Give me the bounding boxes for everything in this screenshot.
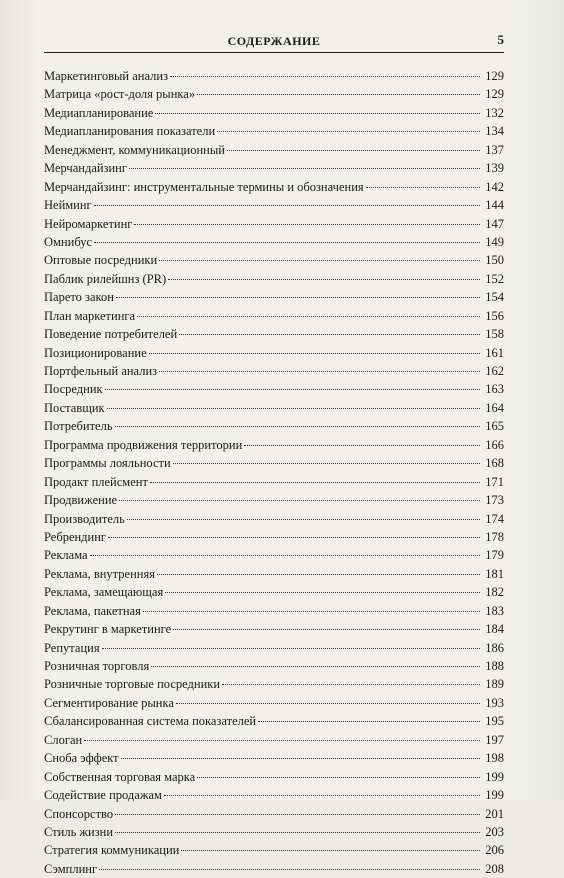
entry-title: Слоган [44, 732, 83, 747]
toc-entry [44, 178, 504, 196]
dot-leader [164, 794, 480, 796]
entry-page-number: 144 [485, 198, 504, 213]
entry-title: Сбалансированная система показателей [44, 714, 257, 729]
entry-title: Производитель [44, 511, 125, 526]
dot-leader [127, 518, 480, 520]
toc-entry [44, 380, 504, 398]
dot-leader [244, 444, 480, 446]
dot-leader [143, 610, 480, 612]
page-title: СОДЕРЖАНИЕ [227, 34, 321, 48]
dot-leader [134, 223, 480, 225]
entry-page-number: 129 [485, 69, 504, 83]
entry-page-number: 181 [485, 566, 504, 581]
entry-title: Сегментирование рынка [44, 695, 174, 710]
entry-page-number: 166 [485, 437, 504, 452]
toc-entry [44, 104, 504, 122]
entry-title: Парето закон [44, 290, 114, 305]
dot-leader [197, 776, 480, 778]
entry-page-number: 183 [485, 603, 504, 618]
entry-page-number: 152 [485, 271, 504, 286]
dot-leader [119, 499, 480, 501]
dot-leader [168, 278, 480, 280]
entry-title: Посредник [44, 382, 103, 397]
entry-page-number: 174 [485, 511, 504, 526]
entry-page-number: 142 [485, 179, 504, 194]
entry-page-number: 161 [485, 345, 504, 360]
dot-leader [149, 352, 480, 354]
entry-page-number: 129 [485, 87, 504, 102]
entry-title: Потребитель [44, 419, 113, 434]
dot-leader [155, 112, 480, 114]
entry-title: Продакт плейсмент [44, 474, 148, 489]
toc-entry [44, 325, 504, 343]
dot-leader [115, 831, 480, 833]
entry-title: Сэмплинг [44, 861, 98, 876]
entry-title: Нейминг [44, 198, 92, 213]
entry-title: Продвижение [44, 493, 118, 508]
toc-entry [44, 233, 504, 251]
entry-page-number: 137 [485, 142, 504, 157]
toc-entry [44, 362, 504, 380]
dot-leader [129, 167, 480, 169]
toc-entry [44, 251, 504, 269]
toc-entry [44, 639, 504, 657]
entry-title: Омнибус [44, 234, 92, 249]
entry-page-number: 162 [485, 364, 504, 378]
entry-title: Репутация [44, 640, 100, 655]
entry-page-number: 208 [485, 861, 504, 876]
entry-title: Спонсорство [44, 806, 114, 821]
toc-entry [44, 399, 504, 417]
dot-leader [222, 683, 480, 685]
entry-title: Реклама, внутренняя [44, 566, 155, 581]
toc-entry [44, 417, 504, 435]
dot-leader [137, 315, 480, 317]
entry-title: Портфельный анализ [44, 364, 158, 378]
dot-leader [107, 407, 480, 409]
toc-entry [44, 805, 504, 823]
toc-entry [44, 546, 504, 564]
entry-title: Стратегия коммуникации [44, 843, 180, 858]
entry-page-number: 199 [485, 788, 504, 803]
entry-title: Поведение потребителей [44, 327, 178, 342]
entry-title: Нейромаркетинг [44, 216, 133, 231]
dot-leader [102, 647, 480, 649]
entry-title: Розничные торговые посредники [44, 677, 221, 692]
toc-entry [44, 841, 504, 859]
toc-entry [44, 565, 504, 583]
entry-title: Собственная торговая марка [44, 769, 196, 784]
entry-title: Паблик рилейшнз (PR) [44, 271, 167, 286]
dot-leader [366, 186, 480, 188]
entry-page-number: 147 [485, 216, 504, 231]
toc-entry [44, 528, 504, 546]
dot-leader [94, 241, 480, 243]
dot-leader [90, 554, 480, 556]
entry-page-number: 139 [485, 161, 504, 176]
toc-entry [44, 436, 504, 454]
entry-title: Розничная торговля [44, 659, 150, 673]
entry-page-number: 149 [485, 234, 504, 249]
dot-leader [99, 868, 480, 870]
dot-leader [108, 536, 480, 538]
dot-leader [94, 204, 480, 206]
dot-leader [165, 591, 480, 593]
entry-title: Мерчандайзинг [44, 161, 128, 176]
entry-title: Медиапланирования показатели [44, 124, 216, 139]
entry-title: Реклама, замещающая [44, 585, 164, 600]
toc-entry [44, 768, 504, 786]
toc-entry [44, 860, 504, 878]
entry-title: Стиль жизни [44, 824, 114, 839]
toc-entry [44, 159, 504, 177]
entry-title: Программы лояльности [44, 456, 171, 471]
toc-entry [44, 122, 504, 140]
dot-leader [179, 333, 480, 335]
dot-leader [227, 149, 480, 151]
entry-page-number: 165 [485, 419, 504, 434]
entry-title: Маркетинговый анализ [44, 69, 169, 83]
entry-title: Медиапланирование [44, 105, 154, 120]
toc-entry [44, 344, 504, 362]
toc-entry [44, 215, 504, 233]
dot-leader [151, 665, 480, 667]
entry-title: План маркетинга [44, 308, 136, 323]
dot-leader [121, 757, 480, 759]
entry-page-number: 163 [485, 382, 504, 397]
entry-page-number: 168 [485, 456, 504, 471]
entry-page-number: 171 [485, 474, 504, 489]
entry-page-number: 198 [485, 751, 504, 766]
entry-title: Рекрутинг в маркетинге [44, 622, 172, 637]
table-of-contents [44, 67, 504, 878]
entry-title: Содействие продажам [44, 788, 162, 803]
toc-entry [44, 675, 504, 693]
dot-leader [159, 370, 480, 372]
entry-page-number: 154 [485, 290, 504, 305]
dot-leader [116, 296, 480, 298]
dot-leader [159, 259, 480, 261]
entry-page-number: 199 [485, 769, 504, 784]
entry-page-number: 203 [485, 824, 504, 839]
toc-entry [44, 454, 504, 472]
entry-title: Реклама, пакетная [44, 603, 141, 618]
toc-entry [44, 67, 504, 85]
toc-entry [44, 510, 504, 528]
entry-title: Матрица «рост-доля рынка» [44, 87, 196, 102]
entry-title: Мерчандайзинг: инструментальные термины и обозначения [44, 179, 364, 194]
entry-page-number: 132 [485, 105, 504, 120]
dot-leader [258, 720, 480, 722]
entry-title: Менеджмент, коммуникационный [44, 142, 225, 157]
dot-leader [170, 75, 480, 77]
entry-page-number: 173 [485, 493, 504, 508]
entry-page-number: 188 [485, 659, 504, 673]
entry-title: Поставщик [44, 400, 105, 415]
entry-page-number: 206 [485, 843, 504, 858]
entry-title: Ребрендинг [44, 529, 107, 544]
toc-entry [44, 620, 504, 638]
entry-page-number: 178 [485, 529, 504, 544]
toc-entry [44, 712, 504, 730]
entry-page-number: 156 [485, 308, 504, 323]
entry-page-number: 197 [485, 732, 504, 747]
toc-entry [44, 85, 504, 103]
toc-entry [44, 583, 504, 601]
dot-leader [105, 388, 480, 390]
entry-page-number: 164 [485, 400, 504, 415]
toc-entry [44, 141, 504, 159]
toc-entry [44, 288, 504, 306]
entry-page-number: 150 [485, 253, 504, 268]
dot-leader [173, 628, 480, 630]
dot-leader [115, 425, 480, 427]
toc-entry [44, 491, 504, 509]
entry-page-number: 179 [485, 548, 504, 563]
entry-page-number: 184 [485, 622, 504, 637]
page-number: 5 [497, 32, 504, 47]
entry-page-number: 201 [485, 806, 504, 821]
dot-leader [150, 481, 480, 483]
toc-entry [44, 657, 504, 675]
entry-title: Позиционирование [44, 345, 147, 360]
entry-page-number: 182 [485, 585, 504, 600]
dot-leader [115, 813, 480, 815]
entry-page-number: 158 [485, 327, 504, 342]
entry-title: Сноба эффект [44, 751, 119, 766]
dot-leader [157, 573, 480, 575]
entry-page-number: 189 [485, 677, 504, 692]
entry-title: Программа продвижения территории [44, 437, 243, 452]
toc-entry [44, 270, 504, 288]
entry-page-number: 186 [485, 640, 504, 655]
toc-entry [44, 731, 504, 749]
toc-entry [44, 307, 504, 325]
entry-title: Реклама [44, 548, 88, 563]
toc-entry [44, 602, 504, 620]
toc-entry [44, 823, 504, 841]
dot-leader [173, 462, 480, 464]
entry-page-number: 134 [485, 124, 504, 139]
toc-entry [44, 196, 504, 214]
running-header [44, 34, 504, 53]
entry-page-number: 193 [485, 695, 504, 710]
dot-leader [176, 702, 480, 704]
dot-leader [181, 849, 480, 851]
entry-page-number: 195 [485, 714, 504, 729]
entry-title: Оптовые посредники [44, 253, 158, 268]
toc-entry [44, 473, 504, 491]
toc-entry [44, 694, 504, 712]
dot-leader [84, 739, 480, 741]
dot-leader [217, 130, 480, 132]
dot-leader [197, 93, 480, 95]
toc-entry [44, 786, 504, 804]
toc-entry [44, 749, 504, 767]
